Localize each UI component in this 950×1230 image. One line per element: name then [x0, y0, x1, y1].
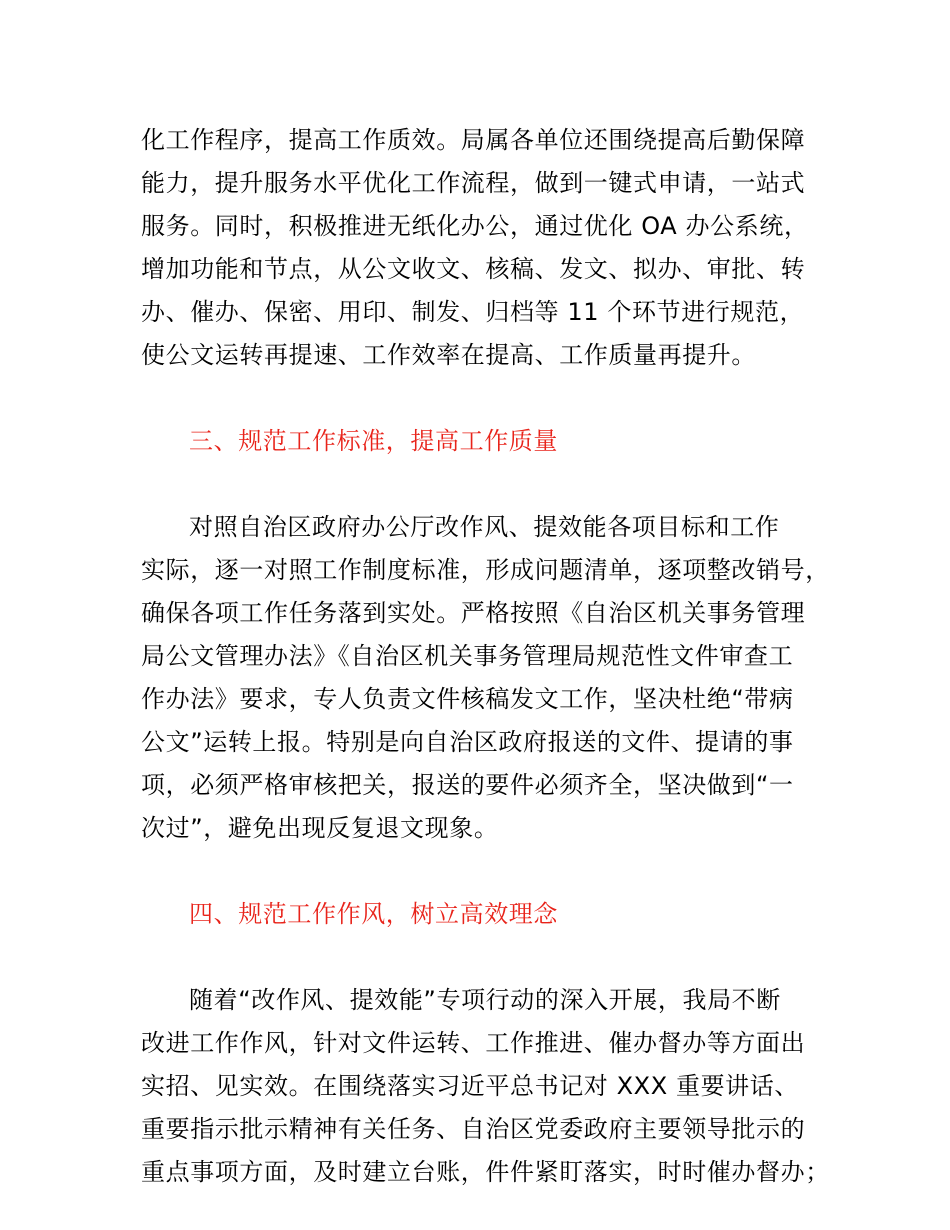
section-heading-3: 三、规范工作标准，提高工作质量	[189, 427, 558, 455]
text-line: 次过”，避免出现反复退文现象。	[141, 814, 499, 842]
text-line: 办、催办、保密、用印、制发、归档等 11 个环节进行规范，	[141, 298, 805, 326]
text-line: 服务。同时，积极推进无纸化办公，通过优化 OA 办公系统，	[141, 212, 809, 240]
text-line: 增加功能和节点，从公文收文、核稿、发文、拟办、审批、转	[141, 255, 806, 283]
text-line: 改进工作作风，针对文件运转、工作推进、催办督办等方面出	[141, 1029, 806, 1057]
text-line: 化工作程序，提高工作质效。局属各单位还围绕提高后勤保障	[141, 126, 806, 154]
text-line: 随着“改作风、提效能”专项行动的深入开展，我局不断	[189, 986, 781, 1014]
text-line: 作办法》要求，专人负责文件核稿发文工作，坚决杜绝“带病	[141, 685, 794, 713]
text-line: 实际，逐一对照工作制度标准，形成问题清单，逐项整改销号，	[141, 556, 830, 584]
text-line: 使公文运转再提速、工作效率在提高、工作质量再提升。	[141, 341, 756, 369]
spacer	[141, 377, 833, 420]
spacer	[141, 936, 833, 979]
text-line: 重点事项方面，及时建立台账，件件紧盯落实，时时催办督办；	[141, 1158, 830, 1186]
text-line: 实招、见实效。在围绕落实习近平总书记对 XXX 重要讲话、	[141, 1072, 799, 1100]
text-line: 重要指示批示精神有关任务、自治区党委政府主要领导批示的	[141, 1115, 806, 1143]
section-heading-4: 四、规范工作作风，树立高效理念	[189, 900, 558, 928]
text-line: 对照自治区政府办公厅改作风、提效能各项目标和工作	[189, 513, 780, 541]
text-line: 项，必须严格审核把关，报送的要件必须齐全，坚决做到“一	[141, 771, 794, 799]
spacer	[141, 463, 833, 506]
document-body	[141, 119, 833, 1194]
spacer	[141, 850, 833, 893]
paragraph-2	[141, 506, 833, 850]
text-line: 公文”运转上报。特别是向自治区政府报送的文件、提请的事	[141, 728, 794, 756]
text-line: 局公文管理办法》《自治区机关事务管理局规范性文件审查工	[141, 642, 794, 670]
paragraph-1	[141, 119, 833, 377]
text-line: 能力，提升服务水平优化工作流程，做到一键式申请，一站式	[141, 169, 806, 197]
paragraph-3	[141, 979, 833, 1194]
text-line: 确保各项工作任务落到实处。严格按照《自治区机关事务管理	[141, 599, 806, 627]
